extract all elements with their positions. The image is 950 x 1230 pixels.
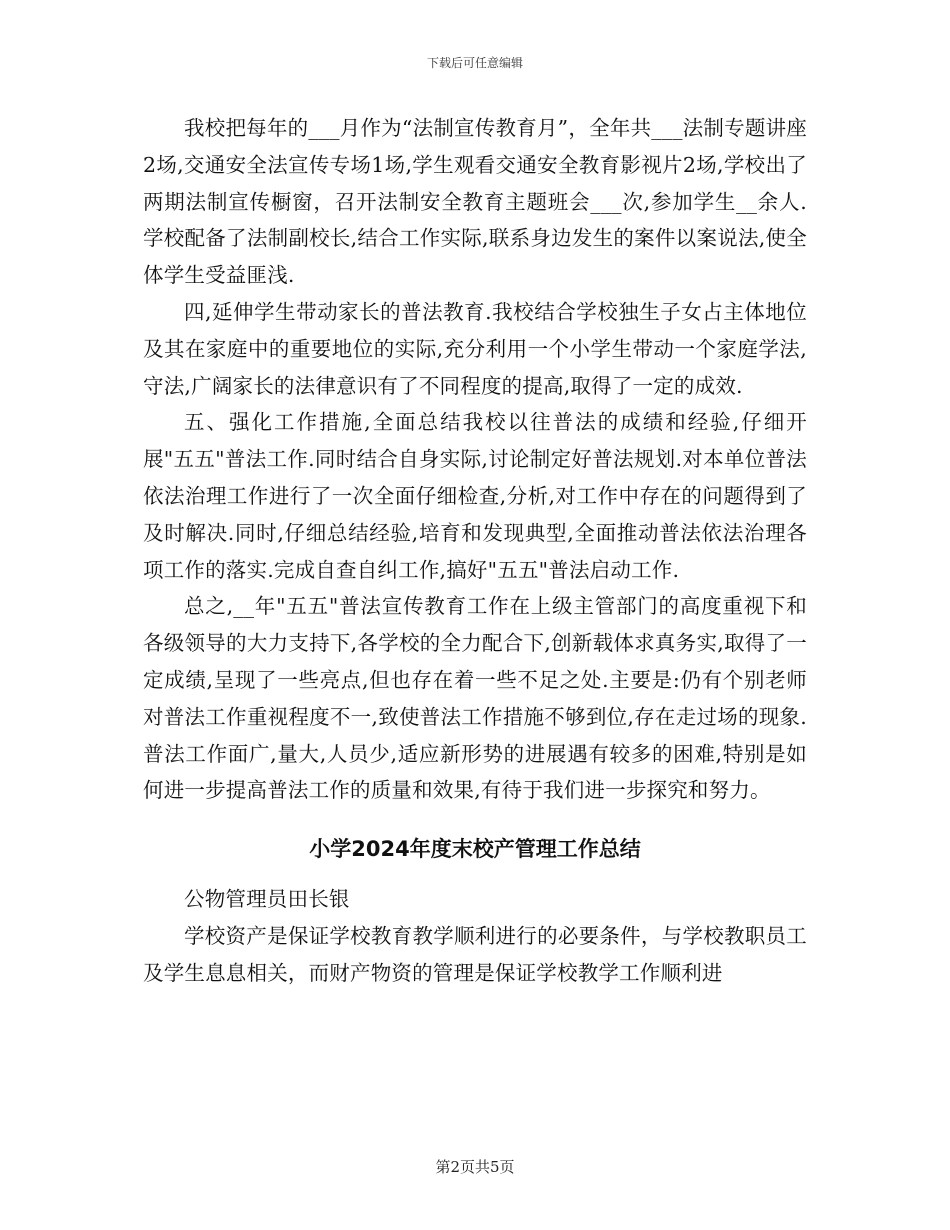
- section-title: 小学2024年度末校产管理工作总结: [309, 837, 641, 862]
- section-intro: 学校资产是保证学校教育教学顺利进行的必要条件，与学校教职员工及学生息息相关，而财产物资的管理是保证学校教学工作顺利进: [143, 923, 807, 985]
- paragraph-summary: 总之,__年"五五"普法宣传教育工作在上级主管部门的高度重视下和各级领导的大力支持下,各学校的全力配合下,创新载体求真务实,取得了一定成绩,呈现了一些亮点,但也存在着一些不足之处.主要是:仍有个别老师对普法工作重视程度不一,致使普法工作措施不够到位,存在走过场的现象.普法工作面广,量大,人员少,适应新形势的进展遇有较多的困难,特别是如何进一步提高普法工作的质量和效果,有待于我们进一步探究和努力。: [143, 594, 807, 803]
- paragraph-parent-education: 四,延伸学生带动家长的普法教育.我校结合学校独生子女占主体地位及其在家庭中的重要地位的实际,充分利用一个小学生带动一个家庭学法,守法,广阔家长的法律意识有了不同程度的提高,取得了一定的成效.: [143, 299, 807, 398]
- document-body: [143, 110, 807, 992]
- page-number: 第2页共5页: [435, 1158, 515, 1176]
- section-author: 公物管理员田长银: [184, 887, 350, 912]
- paragraph-legal-month: 我校把每年的___月作为“法制宣传教育月”，全年共___法制专题讲座2场,交通安全法宣传专场1场,学生观看交通安全教育影视片2场,学校出了两期法制宣传橱窗，召开法制安全教育主题班会___次,参加学生__余人.学校配备了法制副校长,结合工作实际,联系身边发生的案件以案说法,使全体学生受益匪浅.: [143, 116, 807, 288]
- paragraph-work-measures: 五、强化工作措施,全面总结我校以往普法的成绩和经验,仔细开展"五五"普法工作.同时结合自身实际,讨论制定好普法规划.对本单位普法依法治理工作进行了一次全面仔细检查,分析,对工作中存在的问题得到了及时解决.同时,仔细总结经验,培育和发现典型,全面推动普法依法治理各项工作的落实.完成自查自纠工作,搞好"五五"普法启动工作.: [143, 410, 807, 582]
- page-header-note: 下载后可任意编辑: [426, 56, 523, 70]
